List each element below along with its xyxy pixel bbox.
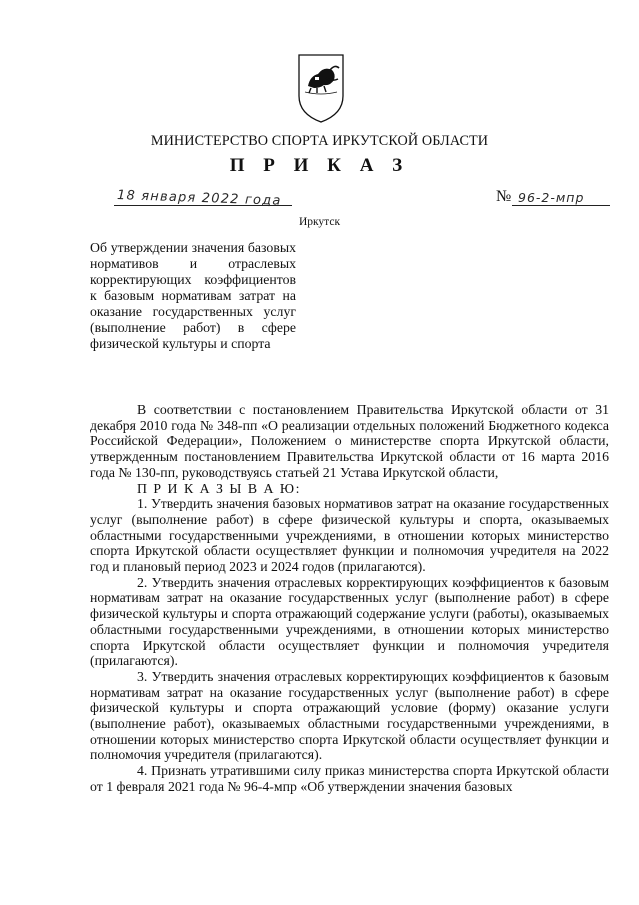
order-word: П Р И К А З Ы В А Ю: [137, 480, 301, 496]
handwritten-date: 18 января 2022 года [116, 188, 282, 209]
ministry-name: МИНИСТЕРСТВО СПОРТА ИРКУТСКОЙ ОБЛАСТИ [150, 133, 489, 149]
city: Иркутск [298, 216, 341, 228]
number-sign: № [496, 188, 512, 205]
document-subject: Об утверждении значения базовых нормативов и отраслевых корректирующих коэффициентов к базовым нормативам затрат на оказание государственных услуг (выполнение работ) в сфере физической культуры и спорта [90, 240, 296, 351]
preamble-paragraph: В соответствии с постановлением Правительства Иркутской области от 31 декабря 2010 года № 348-пп «О реализации отдельных положений Бюджетного кодекса Российской Федерации», Положением о министерстве спорта Иркутской области, утвержденным постановлением Правительства Иркутской области от 16 марта 2016 года № 130-пп, руководствуясь статьей 21 Устава Иркутской области, [90, 402, 609, 480]
irkutsk-oblast-emblem-icon [296, 52, 346, 124]
order-item-3: 3. Утвердить значения отраслевых корректирующих коэффициентов к базовым нормативам затрат на оказание государственных услуг (выполнение работ) в сфере физической культуры и спорта отражающий условие (форму) оказание услуги (выполнение работ), оказываемых областными государственными учреждениями, в отношении которых министерство спорта Иркутской области осуществляет функции и полномочия учредителя (прилагаются). [90, 668, 609, 763]
order-item-2: 2. Утвердить значения отраслевых корректирующих коэффициентов к базовым нормативам затрат на оказание государственных услуг (выполнение работ) в сфере физической культуры и спорта отражающий содержание услуги (работы), оказываемых областными государственными учреждениями, в отношении которых министерство спорта Иркутской области осуществляет функции и полномочия учредителя (прилагаются). [90, 574, 609, 669]
handwritten-number: 96-2-мпр [518, 190, 585, 205]
order-item-1: 1. Утвердить значения базовых нормативов затрат на оказание государственных услуг (выполнение работ) в сфере физической культуры и спорта, оказываемых областными государственными учреждениями, в отношении которых министерство спорта Иркутской области осуществляет функции и полномочия учредителя на 2022 год и плановый период 2023 и 2024 годов (прилагаются). [90, 496, 609, 575]
document-body [90, 402, 609, 795]
document-type: П Р И К А З [229, 155, 410, 176]
date-underline [114, 205, 292, 206]
order-item-4: 4. Признать утратившими силу приказ министерства спорта Иркутской области от 1 февраля 2021 года № 96-4-мпр «Об утверждении значения базовых [90, 763, 609, 794]
number-underline [512, 205, 610, 206]
